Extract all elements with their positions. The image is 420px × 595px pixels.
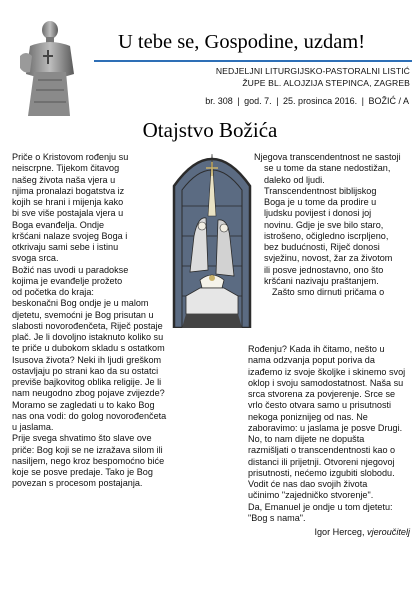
text-line: vrlo često otvara samo u prisutnosti: [248, 400, 392, 411]
text-line: Isusova života? Neki ih ljudi greškom: [12, 354, 162, 365]
text-line: oklop i svoju samodostatnost. Naša su: [248, 377, 404, 388]
author-signature: [248, 527, 410, 538]
text-line: Boga je u tome da prodire u: [264, 197, 377, 207]
issue-number: br. 308: [205, 96, 233, 106]
author-role: vjeroučitelj: [367, 527, 410, 537]
text-line: kršćani nazivaju praštanjem.: [264, 275, 379, 286]
text-line: nekoga poniznijeg od nas. Ne: [248, 411, 368, 422]
masthead: [0, 0, 420, 118]
issue-date: 25. prosinca 2016.: [283, 96, 358, 106]
text-line: "Bog s nama".: [248, 512, 306, 523]
text-line: Božić nas uvodi u paradokse: [12, 264, 129, 275]
text-line: te priče u dubokom skladu s ostatkom: [12, 343, 165, 354]
article-column-right-lower: [248, 344, 410, 538]
text-line: Da, Emanuel je ondje u tom djetetu:: [248, 501, 393, 512]
issue-year: god. 7.: [244, 96, 272, 106]
text-line: Priče o Kristovom rođenju su: [12, 152, 129, 162]
text-line: svoga srca.: [12, 253, 59, 264]
text-line: kojima je evanđelje prožeto: [12, 275, 123, 286]
text-line: povezan s procesom postajanja.: [12, 478, 143, 489]
article-column-left: [12, 152, 172, 490]
text-line: djetetu, svemoćni je Bog prisutan u: [12, 309, 154, 320]
issue-separator: |: [276, 96, 279, 106]
text-line: Rođenju? Kada ih čitamo, nešto u: [248, 344, 385, 354]
title-rule: [94, 60, 412, 62]
text-line: No, to nam dijete ne dopušta: [248, 434, 365, 444]
bishop-statue-icon: [16, 16, 80, 116]
text-line: beskonačni Bog ondje je u malom: [12, 298, 149, 309]
issue-separator: |: [237, 96, 240, 106]
text-line: Zašto smo dirnuti pričama o: [272, 287, 385, 297]
issue-separator: |: [361, 96, 364, 106]
text-line: slabosti novorođenčeta, Riječ postaje: [12, 320, 163, 331]
text-line: ljudsku povijest i donosi joj: [264, 208, 372, 219]
text-line: od početka do kraja:: [12, 287, 94, 297]
text-line: se u tome da stane nedostižan,: [264, 163, 391, 174]
text-line: istrošeno, očigledno iscrpljeno,: [264, 230, 389, 241]
text-line: prisutnosti, nećemo izgubiti slobodu.: [248, 467, 395, 478]
text-line: Moramo se zagledati u to kako Bog: [12, 399, 155, 410]
text-line: otkrivaju sami sebe i istinu: [12, 242, 119, 252]
text-line: našeg života naša vjera u: [12, 174, 116, 185]
text-line: neiscrpne. Tijekom čitavog: [12, 163, 120, 174]
publication-subtitle: NEDJELJNI LITURGIJSKO-PASTORALNI LISTIĆ: [215, 66, 410, 76]
text-line: novinu. Gdje je sve bilo staro,: [264, 219, 384, 230]
issue-info: [204, 96, 410, 106]
issue-feast: BOŽIĆ / A: [368, 96, 409, 106]
text-line: plač. Je li dovoljno istaknuto koliko su: [12, 332, 164, 342]
text-line: srca stvorena za povjerenje. Srce se: [248, 389, 396, 399]
text-line: bez budućnosti, Riječ donosi: [264, 242, 380, 252]
text-line: njima pronalazi bogatstva iz: [12, 185, 125, 196]
text-line: distanci ili prijetnji. Otvoreni njegovoj: [248, 456, 395, 467]
text-line: bi sve više postajala vjera u: [12, 208, 124, 219]
text-line: nama odzvanja poput poriva da: [248, 355, 375, 366]
text-line: nam neugodno zbog pojave zvijezde?: [12, 388, 165, 399]
text-line: Boga evanđelja. Ondje: [12, 219, 105, 230]
text-line: priče: Bog koji se ne izražava silom ili: [12, 444, 163, 455]
text-line: daleko od ljudi.: [264, 174, 325, 185]
text-line: Vodit će nas dao svojih života: [248, 479, 368, 489]
text-line: Njegova transcendentnost ne sastoji: [254, 152, 401, 162]
text-line: koje se posve predaje. Tako je Bog: [12, 467, 153, 477]
text-line: svježinu, novost, žar za životom: [264, 253, 393, 264]
text-line: u jaslama.: [12, 422, 54, 432]
nativity-stained-glass-icon: [172, 146, 252, 328]
parish-name: ŽUPE BL. ALOJZIJA STEPINCA, ZAGREB: [242, 78, 410, 88]
article-column-right: [254, 152, 410, 298]
text-line: zaboravimo: u jaslama je posve Drugi.: [248, 422, 403, 433]
text-line: nasiljem, nego kroz bespomoćno biće: [12, 455, 165, 466]
text-line: kojih se hrani i mijenja kako: [12, 197, 124, 207]
page-title: U tebe se, Gospodine, uzdam!: [118, 31, 366, 53]
text-line: nas ona vodi: do golog novorođenčeta: [12, 410, 167, 421]
text-line: kršćani nalaze svojeg Boga i: [12, 230, 128, 241]
text-line: razmišljati o transcendentnosti kao o: [248, 445, 396, 456]
text-line: ili posve jednostavno, ono što: [264, 264, 384, 275]
text-line: izađemo iz svoje školjke i skinemo svoj: [248, 366, 406, 377]
text-line: učinimo "zajedničko stvorenje".: [248, 490, 374, 501]
article-title: Otajstvo Božića: [142, 118, 278, 142]
text-line: Transcendentnost biblijskog: [264, 185, 377, 196]
text-line: previše bajkovitog oblika religije. Je li: [12, 377, 162, 387]
text-line: ostavljaju po strani kao da su ostatci: [12, 365, 159, 376]
author-name: Igor Herceg,: [314, 527, 365, 537]
text-line: Prije svega shvatimo što slave ove: [12, 433, 152, 444]
